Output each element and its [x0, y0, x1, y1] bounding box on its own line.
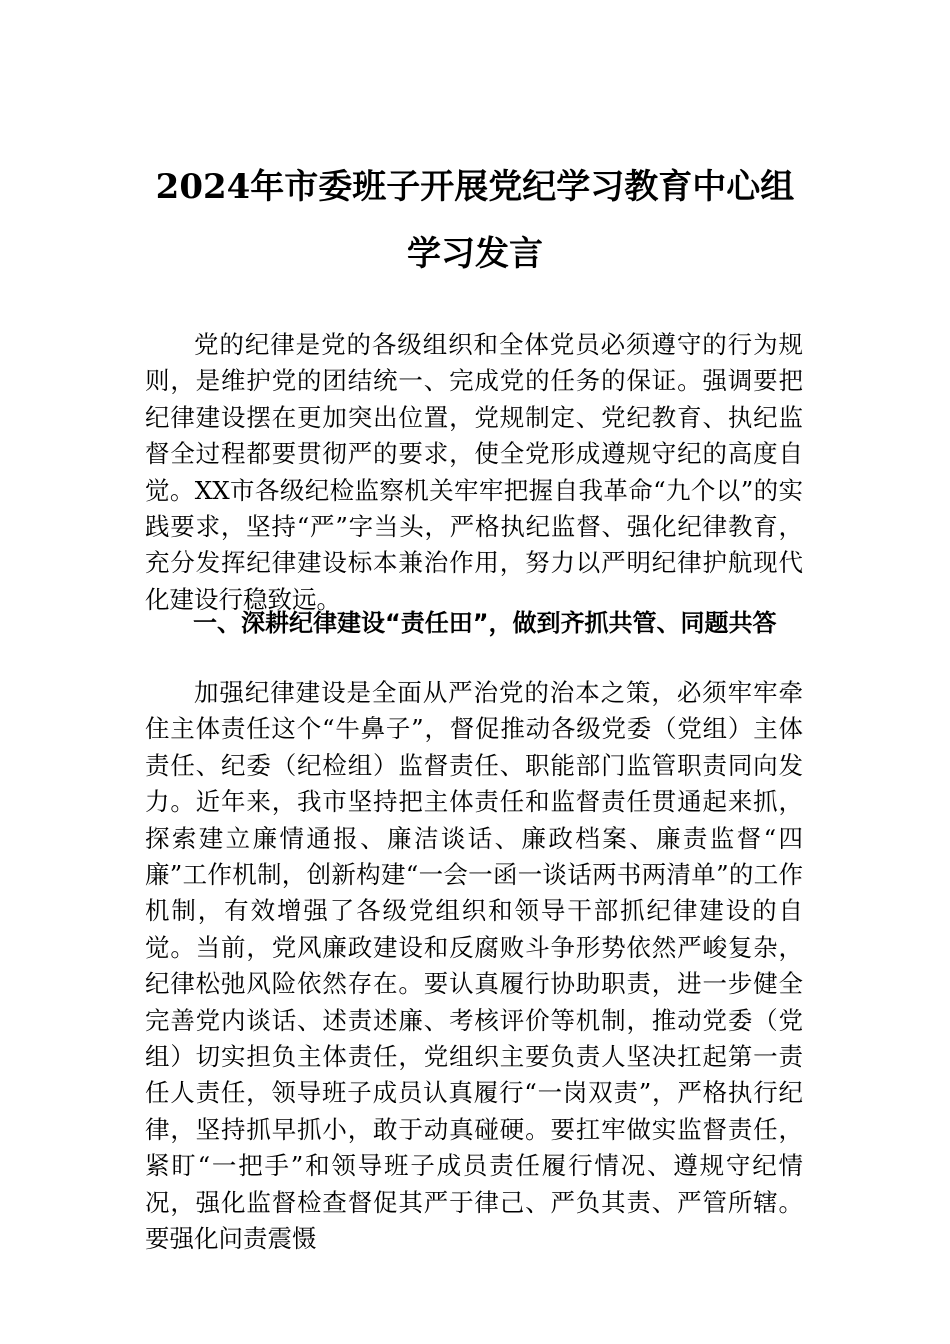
- document-title-line-2: 学习发言: [407, 234, 543, 274]
- section-heading-1: 一、深耕纪律建设“责任田”，做到齐抓共管、同题共答: [193, 609, 777, 637]
- section-heading-block: [145, 605, 803, 642]
- section-paragraph-block: [145, 675, 803, 1258]
- section-1-paragraph: 加强纪律建设是全面从严治党的治本之策，必须牢牢牵住主体责任这个“牛鼻子”，督促推动各级党委（党组）主体责任、纪委（纪检组）监督责任、职能部门监管职责同向发力。近年来，我市坚持把主体责任和监督责任贯通起来抓，探索建立廉情通报、廉洁谈话、廉政档案、廉责监督“四廉”工作机制，创新构建“一会一函一谈话两书两清单”的工作机制，有效增强了各级党组织和领导干部抓纪律建设的自觉。当前，党风廉政建设和反腐败斗争形势依然严峻复杂，纪律松弛风险依然存在。要认真履行协助职责，进一步健全完善党内谈话、述责述廉、考核评价等机制，推动党委（党组）切实担负主体责任，党组织主要负责人坚决扛起第一责任人责任，领导班子成员认真履行“一岗双责”，严格执行纪律，坚持抓早抓小，敢于动真碰硬。要扛牢做实监督责任，紧盯“一把手”和领导班子成员责任履行情况、遵规守纪情况，强化监督检查督促其严于律己、严负其责、严管所辖。要强化问责震慑: [145, 678, 803, 1254]
- document-title-line-1: 2024年市委班子开展党纪学习教育中心组: [155, 167, 795, 207]
- intro-paragraph: 党的纪律是党的各级组织和全体党员必须遵守的行为规则，是维护党的团结统一、完成党的任务的保证。强调要把纪律建设摆在更加突出位置，党规制定、党纪教育、执纪监督全过程都要贯彻严的要求，使全党形成遵规守纪的高度自觉。XX市各级纪检监察机关牢牢把握自我革命“九个以”的实践要求，坚持“严”字当头，严格执纪监督、强化纪律教育，充分发挥纪律建设标本兼治作用，努力以严明纪律护航现代化建设行稳致远。: [145, 330, 803, 614]
- intro-paragraph-block: [145, 327, 803, 618]
